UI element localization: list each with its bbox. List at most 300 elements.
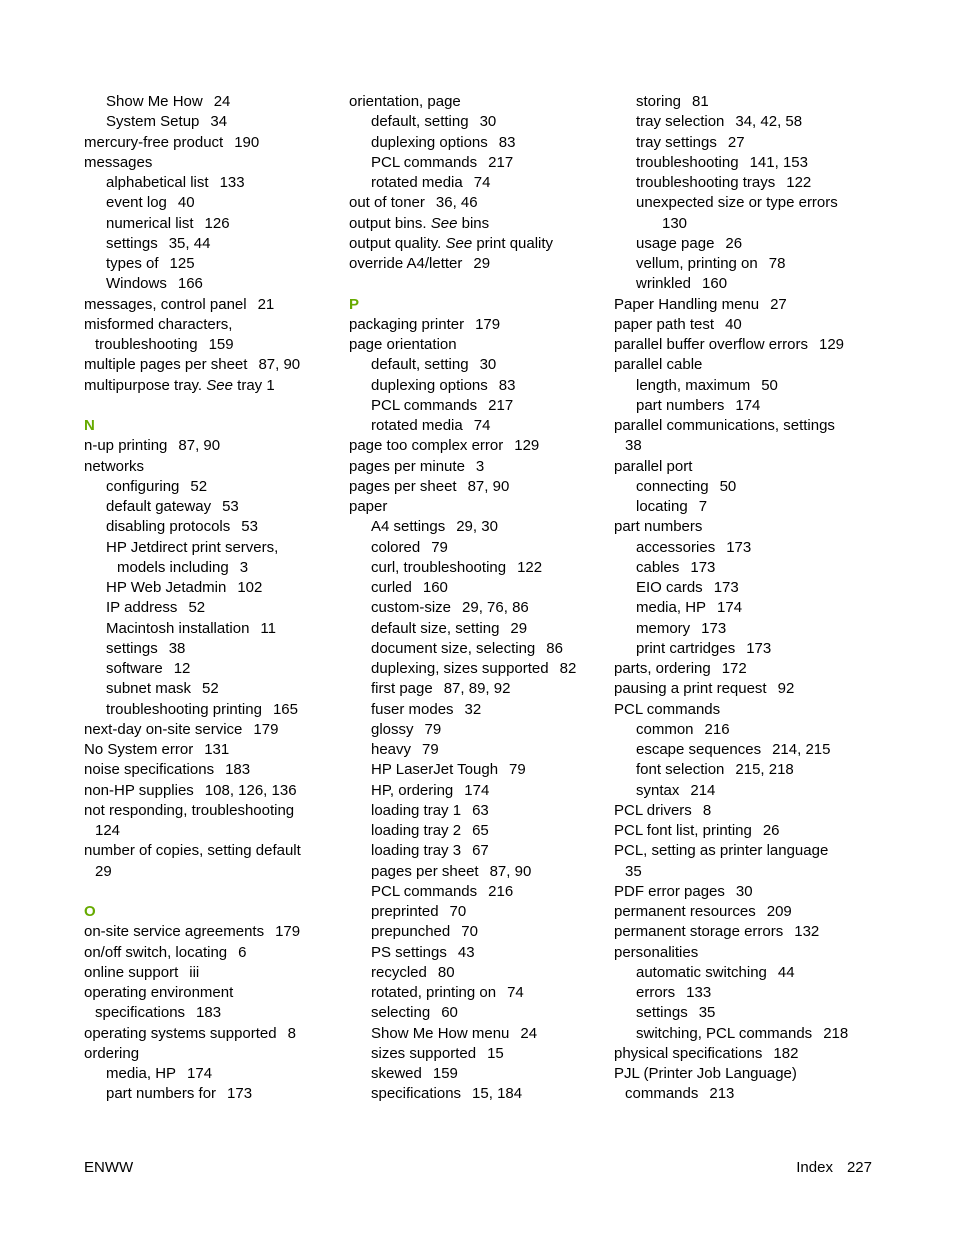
index-term: cables	[636, 558, 680, 576]
index-column-3	[614, 92, 848, 1105]
index-entry	[349, 355, 576, 375]
index-page-refs: 38	[168, 639, 186, 657]
index-term: PDF error pages	[614, 882, 725, 900]
index-letter-heading: N	[84, 417, 95, 434]
index-term: selecting	[371, 1004, 431, 1022]
index-entry	[84, 558, 301, 578]
index-page-refs: 174	[187, 1065, 213, 1082]
index-page-refs: 122	[786, 174, 812, 191]
index-term: noise specifications	[84, 761, 215, 779]
index-page-refs: 133	[686, 984, 712, 1001]
index-term: Show Me How menu	[371, 1024, 510, 1042]
index-term: 124	[95, 822, 121, 839]
index-entry	[349, 173, 576, 193]
index-column-1	[84, 92, 301, 1105]
index-entry	[614, 983, 848, 1003]
index-term: page too complex error	[349, 437, 504, 455]
index-page-refs: 160	[422, 579, 448, 596]
index-term: escape sequences	[636, 741, 762, 758]
index-entry	[614, 193, 848, 213]
index-entry	[614, 821, 848, 841]
index-term: syntax	[636, 781, 680, 799]
index-entry	[84, 153, 301, 173]
index-entry	[84, 1024, 301, 1044]
index-entry	[349, 1064, 576, 1084]
index-entry	[349, 902, 576, 922]
index-entry	[84, 376, 301, 396]
index-term: parallel communications, settings	[614, 417, 835, 434]
index-entry	[349, 517, 576, 537]
index-term: permanent resources	[614, 903, 756, 920]
index-term: troubleshooting	[95, 336, 198, 353]
index-page-refs: 179	[275, 923, 301, 941]
index-entry	[349, 436, 576, 456]
index-entry	[614, 801, 848, 821]
index-entry	[614, 173, 848, 193]
index-term: page orientation	[349, 336, 457, 353]
index-entry	[84, 355, 301, 375]
index-entry	[614, 943, 848, 963]
index-term: font selection	[636, 761, 725, 779]
index-page-refs: 34, 42, 58	[735, 113, 803, 131]
index-entry	[349, 639, 576, 659]
index-term: number of copies, setting default	[84, 842, 301, 860]
index-entry	[349, 841, 576, 861]
index-entry	[614, 92, 848, 112]
index-entry	[349, 396, 576, 416]
index-term: n-up printing	[84, 437, 168, 455]
index-entry	[84, 173, 301, 193]
index-page-refs: 83	[498, 376, 516, 394]
index-page-refs: 30	[735, 882, 753, 900]
footer-page-info	[796, 1158, 872, 1178]
index-entry	[349, 133, 576, 153]
index-term: loading tray 1	[371, 801, 462, 819]
index-entry	[349, 1024, 576, 1044]
index-term: System Setup	[106, 113, 200, 131]
index-page-refs: 21	[257, 295, 275, 313]
index-term: default gateway	[106, 498, 212, 515]
index-term: media, HP	[106, 1065, 177, 1082]
index-term: mercury-free product	[84, 133, 224, 151]
index-page-refs: 24	[213, 93, 231, 110]
index-term: glossy	[371, 720, 414, 738]
index-term: types of	[106, 255, 159, 272]
index-term: networks	[84, 457, 145, 475]
index-entry	[614, 922, 848, 942]
index-entry	[614, 538, 848, 558]
index-entry	[84, 740, 301, 760]
index-term: heavy	[371, 741, 412, 758]
index-page-refs: 40	[177, 194, 195, 212]
index-term: paper	[349, 498, 388, 515]
index-entry	[349, 376, 576, 396]
index-entry	[349, 193, 576, 213]
index-page-refs: 102	[237, 579, 263, 596]
index-entry	[614, 659, 848, 679]
see-reference-target: bins	[461, 214, 490, 232]
index-page-refs: 215, 218	[735, 761, 794, 779]
index-page-refs: 173	[227, 1085, 253, 1103]
index-term: pausing a print request	[614, 680, 767, 698]
index-term: troubleshooting printing	[106, 700, 262, 718]
index-term: skewed	[371, 1065, 422, 1082]
index-entry	[84, 457, 301, 477]
index-page-refs: 78	[768, 255, 786, 272]
index-page-refs: 35	[698, 1004, 716, 1022]
index-entry	[349, 821, 576, 841]
index-term: parallel port	[614, 457, 693, 475]
index-page-refs: 60	[441, 1004, 458, 1022]
index-entry	[84, 821, 301, 841]
index-entry	[349, 598, 576, 618]
index-page-refs: 29	[510, 619, 528, 637]
index-entry	[84, 801, 301, 821]
index-page-refs: 12	[173, 660, 191, 677]
index-entry	[84, 538, 301, 558]
index-term: colored	[371, 538, 421, 556]
index-entry	[84, 254, 301, 274]
index-term: rotated media	[371, 417, 463, 434]
index-term: errors	[636, 984, 676, 1001]
index-term: settings	[106, 234, 158, 252]
index-letter-heading: O	[84, 903, 96, 920]
index-entry	[84, 943, 301, 963]
index-term: part numbers	[636, 396, 725, 414]
index-page-refs: 86	[546, 639, 563, 657]
index-entry	[614, 902, 848, 922]
index-term: sizes supported	[371, 1044, 477, 1062]
index-term: IP address	[106, 599, 178, 617]
index-entry	[614, 153, 848, 173]
index-page-refs: 53	[222, 498, 239, 515]
index-page-refs: 8	[287, 1024, 296, 1042]
index-entry	[84, 214, 301, 234]
index-term: orientation, page	[349, 93, 461, 110]
index-term: numerical list	[106, 214, 194, 232]
index-entry	[614, 760, 848, 780]
index-page-refs: 129	[514, 437, 540, 455]
index-column-2	[349, 92, 576, 1105]
index-page-refs: 15, 184	[472, 1085, 523, 1103]
index-term: duplexing options	[371, 133, 488, 151]
index-entry	[84, 477, 301, 497]
index-term: media, HP	[636, 599, 707, 617]
index-page-refs: 122	[517, 558, 543, 576]
index-entry	[84, 1064, 301, 1084]
index-entry	[84, 295, 301, 315]
index-term: 29	[95, 862, 112, 880]
index-entry	[349, 983, 576, 1003]
index-term: HP Web Jetadmin	[106, 579, 227, 596]
index-term: permanent storage errors	[614, 923, 784, 941]
index-page-refs: 15	[487, 1044, 504, 1062]
index-term: paper path test	[614, 315, 715, 333]
index-entry	[349, 92, 576, 112]
index-page-refs: 29, 76, 86	[462, 599, 529, 617]
index-page-refs: 179	[475, 315, 501, 333]
index-entry	[84, 1084, 301, 1104]
index-page-refs: 67	[472, 842, 489, 860]
index-term: parts, ordering	[614, 660, 711, 677]
index-term: subnet mask	[106, 680, 192, 698]
index-page-refs: 27	[770, 295, 787, 313]
index-term: part numbers for	[106, 1085, 217, 1103]
index-term: pages per sheet	[349, 477, 457, 495]
index-page-refs: 190	[234, 133, 260, 151]
index-term: specifications	[95, 1004, 186, 1022]
index-page-refs: 87, 90	[489, 862, 532, 880]
index-term: messages, control panel	[84, 295, 247, 313]
index-term: default size, setting	[371, 619, 500, 637]
index-entry	[84, 1003, 301, 1023]
index-term: document size, selecting	[371, 639, 536, 657]
index-term: accessories	[636, 538, 716, 556]
index-entry	[614, 1064, 848, 1084]
index-entry	[84, 983, 301, 1003]
index-entry	[614, 841, 848, 861]
index-page-refs: 50	[761, 376, 778, 394]
index-entry	[349, 862, 576, 882]
index-page-refs: 172	[721, 660, 747, 677]
index-term: connecting	[636, 477, 709, 495]
index-term: disabling protocols	[106, 518, 231, 536]
see-reference-label: See	[206, 376, 233, 394]
index-entry	[84, 598, 301, 618]
index-page-refs: 87, 90	[258, 356, 301, 374]
index-term: prepunched	[371, 923, 451, 941]
index-term: tray selection	[636, 113, 725, 131]
index-term: recycled	[371, 963, 427, 981]
index-term: configuring	[106, 477, 180, 495]
index-entry	[84, 963, 301, 983]
index-page-refs: 44	[777, 963, 795, 981]
index-page-refs: 92	[777, 680, 795, 698]
index-page-refs: 131	[204, 741, 230, 758]
index-page-refs: 165	[272, 700, 298, 718]
index-term: override A4/letter	[349, 255, 463, 272]
index-term: HP LaserJet Tough	[371, 761, 499, 779]
index-term: No System error	[84, 741, 194, 758]
index-term: not responding, troubleshooting	[84, 801, 295, 819]
index-entry	[614, 416, 848, 436]
index-page-refs: 27	[727, 133, 745, 151]
footer-page-number: 227	[846, 1159, 872, 1176]
index-term: parallel cable	[614, 356, 703, 374]
index-term: rotated, printing on	[371, 984, 497, 1001]
index-entry	[614, 477, 848, 497]
index-term: PCL drivers	[614, 801, 692, 819]
index-term: fuser modes	[371, 700, 454, 718]
index-page-refs: 209	[766, 903, 792, 920]
index-page-refs: 3	[239, 558, 249, 576]
index-entry	[349, 801, 576, 821]
index-page-refs: 129	[818, 336, 845, 353]
see-reference-target: tray 1	[237, 376, 275, 394]
index-term: parallel buffer overflow errors	[614, 336, 808, 353]
index-term: multiple pages per sheet	[84, 356, 248, 374]
index-term: locating	[636, 498, 688, 515]
index-entry	[614, 376, 848, 396]
index-page-refs: 182	[773, 1044, 799, 1062]
index-entry	[614, 234, 848, 254]
index-page-refs: 29, 30	[456, 518, 498, 536]
index-term: PCL commands	[371, 396, 478, 414]
index-entry	[84, 92, 301, 112]
index-entry	[614, 578, 848, 598]
index-entry	[614, 457, 848, 477]
index-page-refs: 11	[260, 619, 276, 637]
index-term: settings	[106, 639, 158, 657]
index-page-refs: 173	[746, 639, 772, 657]
index-term: EIO cards	[636, 579, 703, 596]
index-page-refs: 87, 90	[178, 437, 221, 455]
index-page-refs: 216	[704, 720, 730, 738]
index-term: pages per minute	[349, 457, 465, 475]
index-page-refs: 70	[461, 923, 478, 941]
index-term: PCL commands	[371, 153, 478, 171]
index-entry	[614, 133, 848, 153]
index-term: first page	[371, 680, 433, 698]
index-page-refs: 79	[509, 761, 526, 779]
index-entry	[614, 335, 848, 355]
index-page-refs: 74	[507, 984, 524, 1001]
index-entry	[349, 740, 576, 760]
index-term: settings	[636, 1004, 688, 1022]
index-entry	[84, 841, 301, 861]
index-page-refs: 214	[690, 781, 716, 799]
index-entry	[614, 679, 848, 699]
index-page-refs: 83	[498, 133, 516, 151]
index-term: packaging printer	[349, 315, 465, 333]
index-page-refs: 26	[762, 822, 780, 839]
index-term: operating environment	[84, 984, 234, 1001]
index-entry	[614, 274, 848, 294]
index-term: PCL commands	[614, 700, 721, 718]
index-page-refs: 87, 90	[467, 477, 510, 495]
index-page-refs: 214, 215	[772, 741, 831, 758]
index-entry	[84, 497, 301, 517]
index-term: online support	[84, 963, 179, 981]
index-entry	[349, 153, 576, 173]
index-term: alphabetical list	[106, 174, 209, 191]
index-entry	[614, 558, 848, 578]
index-page-refs: 216	[488, 882, 514, 900]
index-page-refs: 50	[719, 477, 737, 495]
index-entry	[349, 315, 576, 335]
index-term: PS settings	[371, 943, 447, 961]
index-term: models including	[117, 558, 229, 576]
index-page-refs: 173	[713, 579, 739, 596]
index-term: specifications	[371, 1085, 462, 1103]
index-entry	[614, 112, 848, 132]
index-letter-heading: P	[349, 295, 360, 313]
index-term: commands	[625, 1085, 699, 1103]
index-entry	[614, 355, 848, 375]
index-page-refs: 173	[726, 538, 752, 556]
see-reference-label: See	[430, 214, 458, 232]
index-term: preprinted	[371, 903, 439, 920]
index-term: Paper Handling menu	[614, 295, 760, 313]
index-entry	[349, 335, 576, 355]
index-entry	[84, 335, 301, 355]
index-term: messages	[84, 153, 153, 171]
index-entry	[614, 497, 848, 517]
index-page-refs: 30	[479, 113, 497, 131]
index-term: physical specifications	[614, 1044, 763, 1062]
index-entry	[84, 274, 301, 294]
index-term: part numbers	[614, 518, 703, 536]
index-term: switching, PCL commands	[636, 1024, 813, 1042]
index-entry	[349, 1084, 576, 1104]
see-reference-target: print quality	[476, 234, 554, 252]
index-term: pages per sheet	[371, 862, 479, 880]
index-term: Windows	[106, 275, 167, 293]
index-term: curled	[371, 579, 412, 596]
index-page-refs: 8	[702, 801, 712, 819]
index-page-refs: 79	[431, 538, 448, 556]
index-term: common	[636, 720, 694, 738]
index-entry	[84, 133, 301, 153]
index-page-refs: 34	[210, 113, 228, 131]
index-page-refs: 160	[702, 275, 728, 293]
index-term: troubleshooting	[636, 153, 739, 171]
footer-doc-code: ENWW	[84, 1159, 134, 1176]
index-page-refs: 70	[449, 903, 467, 920]
index-page-refs: 79	[422, 741, 439, 758]
index-page-refs: 159	[208, 336, 234, 353]
index-term: A4 settings	[371, 518, 446, 536]
index-entry	[349, 882, 576, 902]
index-entry	[349, 578, 576, 598]
index-entry	[349, 538, 576, 558]
index-page-refs: 125	[169, 255, 195, 272]
index-entry	[614, 1024, 848, 1044]
index-page-refs: 218	[823, 1024, 849, 1042]
index-page-refs: 79	[424, 720, 442, 738]
index-entry	[349, 477, 576, 497]
index-term: HP, ordering	[371, 781, 454, 799]
index-entry	[614, 963, 848, 983]
index-entry	[84, 760, 301, 780]
index-entry	[84, 862, 301, 882]
index-page-refs: 6	[238, 943, 247, 961]
index-term: PJL (Printer Job Language)	[614, 1065, 797, 1082]
see-reference-label: See	[445, 234, 473, 252]
index-entry	[84, 578, 301, 598]
index-term: personalities	[614, 943, 699, 961]
index-term: 130	[662, 214, 688, 232]
index-entry	[84, 315, 301, 335]
index-term: vellum, printing on	[636, 255, 758, 272]
index-entry	[84, 639, 301, 659]
index-entry	[84, 781, 301, 801]
index-entry	[349, 781, 576, 801]
index-page-refs: 173	[690, 558, 716, 576]
index-entry	[614, 315, 848, 335]
footer-section: Index	[796, 1159, 833, 1176]
index-page-refs: 43	[457, 943, 475, 961]
index-term: next-day on-site service	[84, 720, 243, 738]
index-page-refs: 174	[717, 599, 743, 617]
index-page-refs: 3	[475, 457, 485, 475]
index-entry	[84, 679, 301, 699]
index-page-refs: 30	[479, 356, 497, 374]
index-term: default, setting	[371, 113, 469, 131]
index-entry	[349, 234, 576, 254]
index-entry	[614, 720, 848, 740]
index-entry	[349, 679, 576, 699]
